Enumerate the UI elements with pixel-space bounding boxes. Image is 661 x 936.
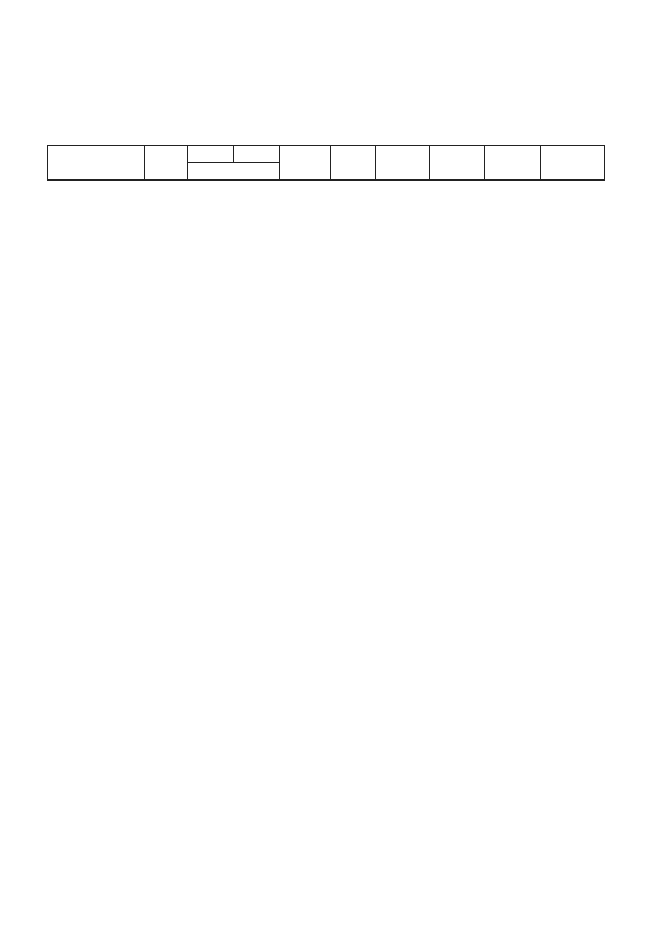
col-header-D1	[234, 146, 280, 163]
col-header-D	[188, 146, 234, 163]
dimensions-table	[47, 145, 605, 180]
col-header-designation	[48, 146, 145, 180]
col-header-execution	[145, 146, 188, 180]
col-header-mass	[541, 146, 605, 180]
col-header-H	[376, 146, 430, 180]
col-header-D3	[331, 146, 376, 180]
col-header-h6	[188, 163, 280, 180]
col-header-D2	[280, 146, 331, 180]
col-header-h1	[485, 146, 541, 180]
col-header-h	[430, 146, 485, 180]
table-header	[48, 146, 605, 180]
